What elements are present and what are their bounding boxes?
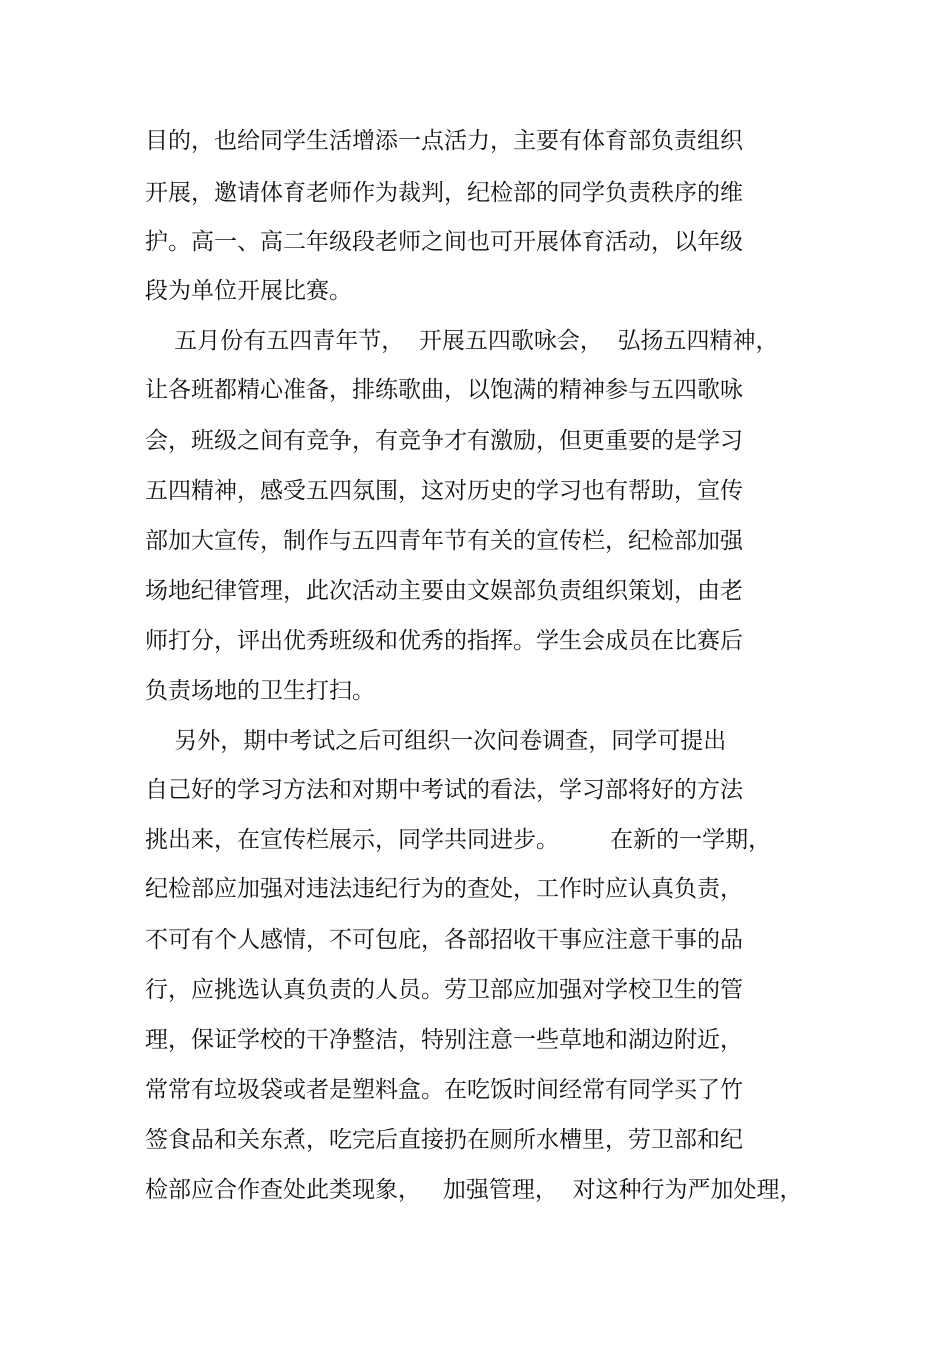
text-line: 常常有垃圾袋或者是塑料盒。在吃饭时间经常有同学买了竹 (145, 1077, 743, 1103)
text-line: 另外，期中考试之后可组织一次问卷调查，同学可提出 (145, 728, 727, 754)
text-line: 行，应挑选认真负责的人员。劳卫部应加强对学校卫生的管 (145, 977, 743, 1003)
text-line: 段为单位开展比赛。 (145, 278, 352, 304)
text-line: 纪检部应加强对违法违纪行为的查处，工作时应认真负责， (145, 876, 743, 902)
text-line: 签食品和关东煮，吃完后直接扔在厕所水槽里，劳卫部和纪 (145, 1127, 743, 1153)
text-line: 理，保证学校的干净整洁，特别注意一些草地和湖边附近， (145, 1027, 743, 1053)
text-line: 场地纪律管理，此次活动主要由文娱部负责组织策划，由老 (145, 578, 743, 604)
text-line: 挑出来，在宣传栏展示，同学共同进步。 在新的一学期， (145, 827, 772, 853)
text-line: 会，班级之间有竞争，有竞争才有激励，但更重要的是学习 (145, 428, 743, 454)
text-line: 自己好的学习方法和对期中考试的看法，学习部将好的方法 (145, 777, 743, 803)
text-line: 部加大宣传，制作与五四青年节有关的宣传栏，纪检部加强 (145, 528, 743, 554)
text-line: 目的，也给同学生活增添一点活力，主要有体育部负责组织 (145, 128, 743, 154)
text-line: 不可有个人感情，不可包庇，各部招收干事应注意干事的品 (145, 927, 743, 953)
text-line: 五月份有五四青年节， 开展五四歌咏会， 弘扬五四精神， (145, 328, 779, 354)
text-line: 开展，邀请体育老师作为裁判，纪检部的同学负责秩序的维 (145, 180, 743, 206)
text-line: 让各班都精心准备，排练歌曲，以饱满的精神参与五四歌咏 (145, 377, 743, 403)
text-line: 负责场地的卫生打扫。 (145, 678, 375, 704)
text-line: 检部应合作查处此类现象， 加强管理， 对这种行为严加处理， (145, 1177, 803, 1203)
text-line: 护。高一、高二年级段老师之间也可开展体育活动，以年级 (145, 229, 743, 255)
text-line: 五四精神，感受五四氛围，这对历史的学习也有帮助，宣传 (145, 478, 743, 504)
text-line: 师打分，评出优秀班级和优秀的指挥。学生会成员在比赛后 (145, 628, 743, 654)
